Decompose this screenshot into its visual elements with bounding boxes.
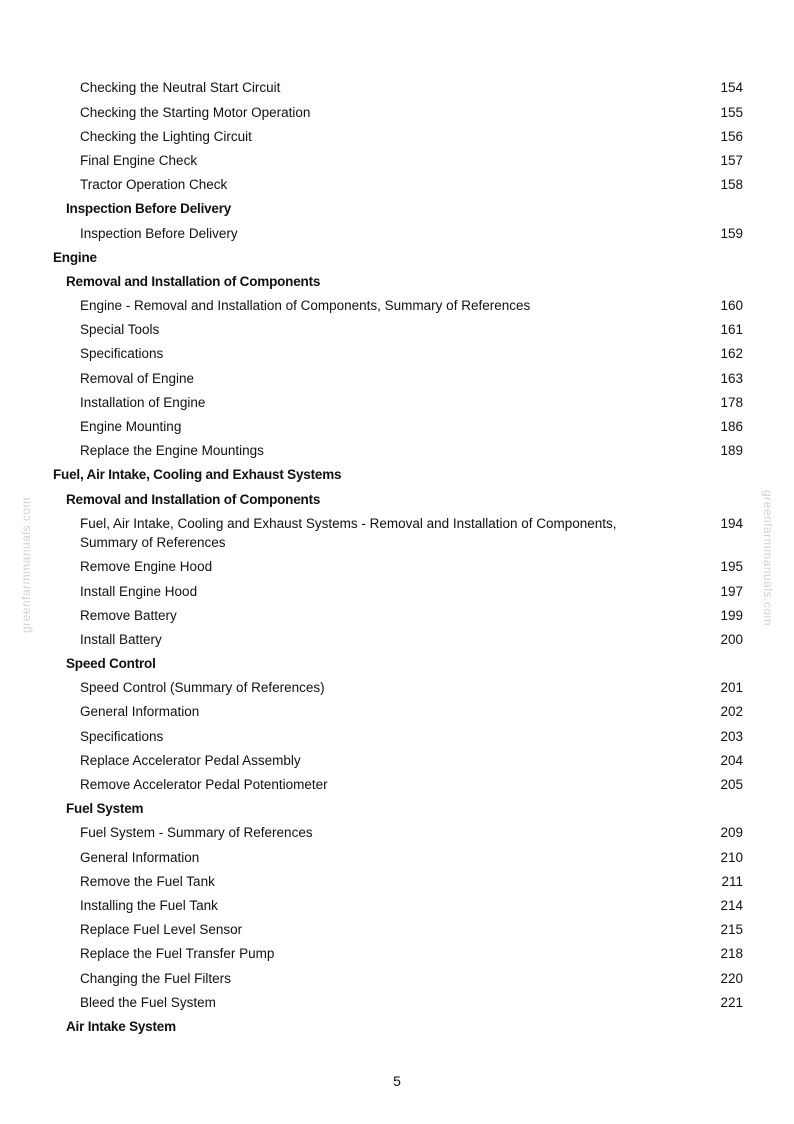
- toc-heading: [53, 487, 743, 511]
- toc-heading: [53, 463, 743, 487]
- toc-entry-title: Replace Accelerator Pedal Assembly: [80, 752, 301, 768]
- toc-heading: [53, 652, 743, 676]
- toc-entry: [53, 555, 743, 579]
- toc-entry-title: Engine - Removal and Installation of Components, Summary of References: [80, 298, 531, 314]
- toc-entry-page-number: 221: [720, 994, 743, 1010]
- toc-entry: [53, 366, 743, 390]
- toc-entry: [53, 149, 743, 173]
- watermark-right: greenfarmmanuals.com: [761, 489, 775, 627]
- page-number: 5: [393, 1073, 401, 1089]
- toc-entry-page-number: 215: [720, 922, 743, 938]
- toc-entry-title: Fuel, Air Intake, Cooling and Exhaust Systems - Removal and Installation of Components, Summary of References: [80, 515, 617, 551]
- toc-heading: [53, 270, 743, 294]
- toc-entry-title: Installation of Engine: [80, 394, 206, 410]
- toc-heading: [53, 1015, 743, 1039]
- toc-entry-page-number: 161: [720, 322, 743, 338]
- toc-entry: [53, 676, 743, 700]
- toc-entry: [53, 942, 743, 966]
- toc-entry-page-number: 199: [720, 607, 743, 623]
- toc-entry: [53, 124, 743, 148]
- toc-entry: [53, 628, 743, 652]
- toc-heading: [53, 245, 743, 269]
- toc-entry-title: General Information: [80, 849, 200, 865]
- toc-entry-page-number: 195: [720, 559, 743, 575]
- toc-entry-title: Specifications: [80, 346, 164, 362]
- toc-entry-title: Remove Battery: [80, 607, 177, 623]
- toc-entry: [53, 390, 743, 414]
- toc-entry-page-number: 194: [720, 515, 743, 531]
- toc-entry-page-number: 205: [720, 777, 743, 793]
- toc-entry-page-number: 186: [720, 419, 743, 435]
- toc-entry: [53, 173, 743, 197]
- toc-entry-title: Speed Control: [66, 656, 156, 672]
- toc-entry: [53, 100, 743, 124]
- toc-entry-title: Inspection Before Delivery: [66, 201, 232, 217]
- toc-entry: [53, 511, 743, 555]
- toc-entry-title: Replace the Engine Mountings: [80, 443, 264, 459]
- toc-entry-page-number: 211: [721, 873, 743, 889]
- toc-entry: [53, 318, 743, 342]
- table-of-contents: [53, 76, 743, 1039]
- toc-entry-page-number: 204: [720, 752, 743, 768]
- toc-entry-title: Remove Engine Hood: [80, 559, 213, 575]
- toc-entry: [53, 773, 743, 797]
- toc-entry-page-number: 203: [720, 728, 743, 744]
- toc-entry-page-number: 189: [720, 443, 743, 459]
- toc-entry-title: Install Battery: [80, 631, 162, 647]
- toc-entry-title: Fuel, Air Intake, Cooling and Exhaust Systems: [53, 467, 342, 483]
- toc-entry-page-number: 160: [720, 298, 743, 314]
- toc-entry-page-number: 162: [720, 346, 743, 362]
- toc-entry-title: Fuel System: [66, 801, 144, 817]
- toc-entry-page-number: 163: [720, 370, 743, 386]
- toc-entry-title: Engine Mounting: [80, 419, 182, 435]
- toc-entry-page-number: 155: [720, 104, 743, 120]
- toc-entry: [53, 76, 743, 100]
- toc-entry: [53, 294, 743, 318]
- toc-entry: [53, 918, 743, 942]
- toc-entry: [53, 579, 743, 603]
- toc-heading: [53, 197, 743, 221]
- toc-entry-title: Remove Accelerator Pedal Potentiometer: [80, 777, 328, 793]
- toc-entry-title: Remove the Fuel Tank: [80, 873, 215, 889]
- toc-entry-title: Specifications: [80, 728, 164, 744]
- toc-entry-title: Installing the Fuel Tank: [80, 897, 218, 913]
- toc-entry-title: Inspection Before Delivery: [80, 225, 238, 241]
- watermark-left: greenfarmmanuals.com: [19, 496, 33, 634]
- toc-entry: [53, 439, 743, 463]
- toc-entry-page-number: 209: [720, 825, 743, 841]
- toc-entry-title: Removal and Installation of Components: [66, 491, 321, 507]
- toc-entry-page-number: 156: [720, 128, 743, 144]
- toc-entry-title: Final Engine Check: [80, 152, 198, 168]
- toc-entry-page-number: 197: [720, 583, 743, 599]
- toc-entry: [53, 821, 743, 845]
- toc-entry-title: Air Intake System: [66, 1018, 176, 1034]
- toc-entry-title: Fuel System - Summary of References: [80, 825, 313, 841]
- toc-entry-title: General Information: [80, 704, 200, 720]
- toc-heading: [53, 797, 743, 821]
- toc-entry-title: Speed Control (Summary of References): [80, 680, 325, 696]
- toc-entry: [53, 221, 743, 245]
- toc-entry-title: Checking the Neutral Start Circuit: [80, 80, 281, 96]
- toc-entry: [53, 748, 743, 772]
- toc-entry: [53, 700, 743, 724]
- toc-entry-title: Bleed the Fuel System: [80, 994, 216, 1010]
- toc-entry-page-number: 154: [720, 80, 743, 96]
- toc-entry-title: Removal of Engine: [80, 370, 195, 386]
- toc-entry-title: Checking the Starting Motor Operation: [80, 104, 311, 120]
- toc-entry-page-number: 214: [720, 897, 743, 913]
- toc-entry-title: Install Engine Hood: [80, 583, 198, 599]
- toc-entry-title: Replace Fuel Level Sensor: [80, 922, 243, 938]
- toc-entry-page-number: 158: [720, 177, 743, 193]
- toc-entry-page-number: 201: [720, 680, 743, 696]
- toc-entry-page-number: 178: [720, 394, 743, 410]
- toc-entry: [53, 990, 743, 1014]
- toc-entry-title: Removal and Installation of Components: [66, 273, 321, 289]
- toc-entry-page-number: 157: [720, 152, 743, 168]
- toc-entry: [53, 869, 743, 893]
- toc-entry: [53, 603, 743, 627]
- toc-entry-page-number: 202: [720, 704, 743, 720]
- toc-entry-title: Changing the Fuel Filters: [80, 970, 231, 986]
- toc-entry-page-number: 200: [720, 631, 743, 647]
- toc-entry: [53, 415, 743, 439]
- toc-entry-title: Checking the Lighting Circuit: [80, 128, 252, 144]
- toc-entry: [53, 724, 743, 748]
- toc-entry-page-number: 218: [720, 946, 743, 962]
- toc-entry-title: Replace the Fuel Transfer Pump: [80, 946, 275, 962]
- toc-entry-title: Tractor Operation Check: [80, 177, 228, 193]
- toc-entry: [53, 894, 743, 918]
- toc-entry-title: Engine: [53, 249, 97, 265]
- toc-entry-page-number: 220: [720, 970, 743, 986]
- toc-entry: [53, 966, 743, 990]
- toc-entry-title: Special Tools: [80, 322, 160, 338]
- toc-entry: [53, 845, 743, 869]
- toc-entry-page-number: 159: [720, 225, 743, 241]
- toc-entry: [53, 342, 743, 366]
- toc-entry-page-number: 210: [720, 849, 743, 865]
